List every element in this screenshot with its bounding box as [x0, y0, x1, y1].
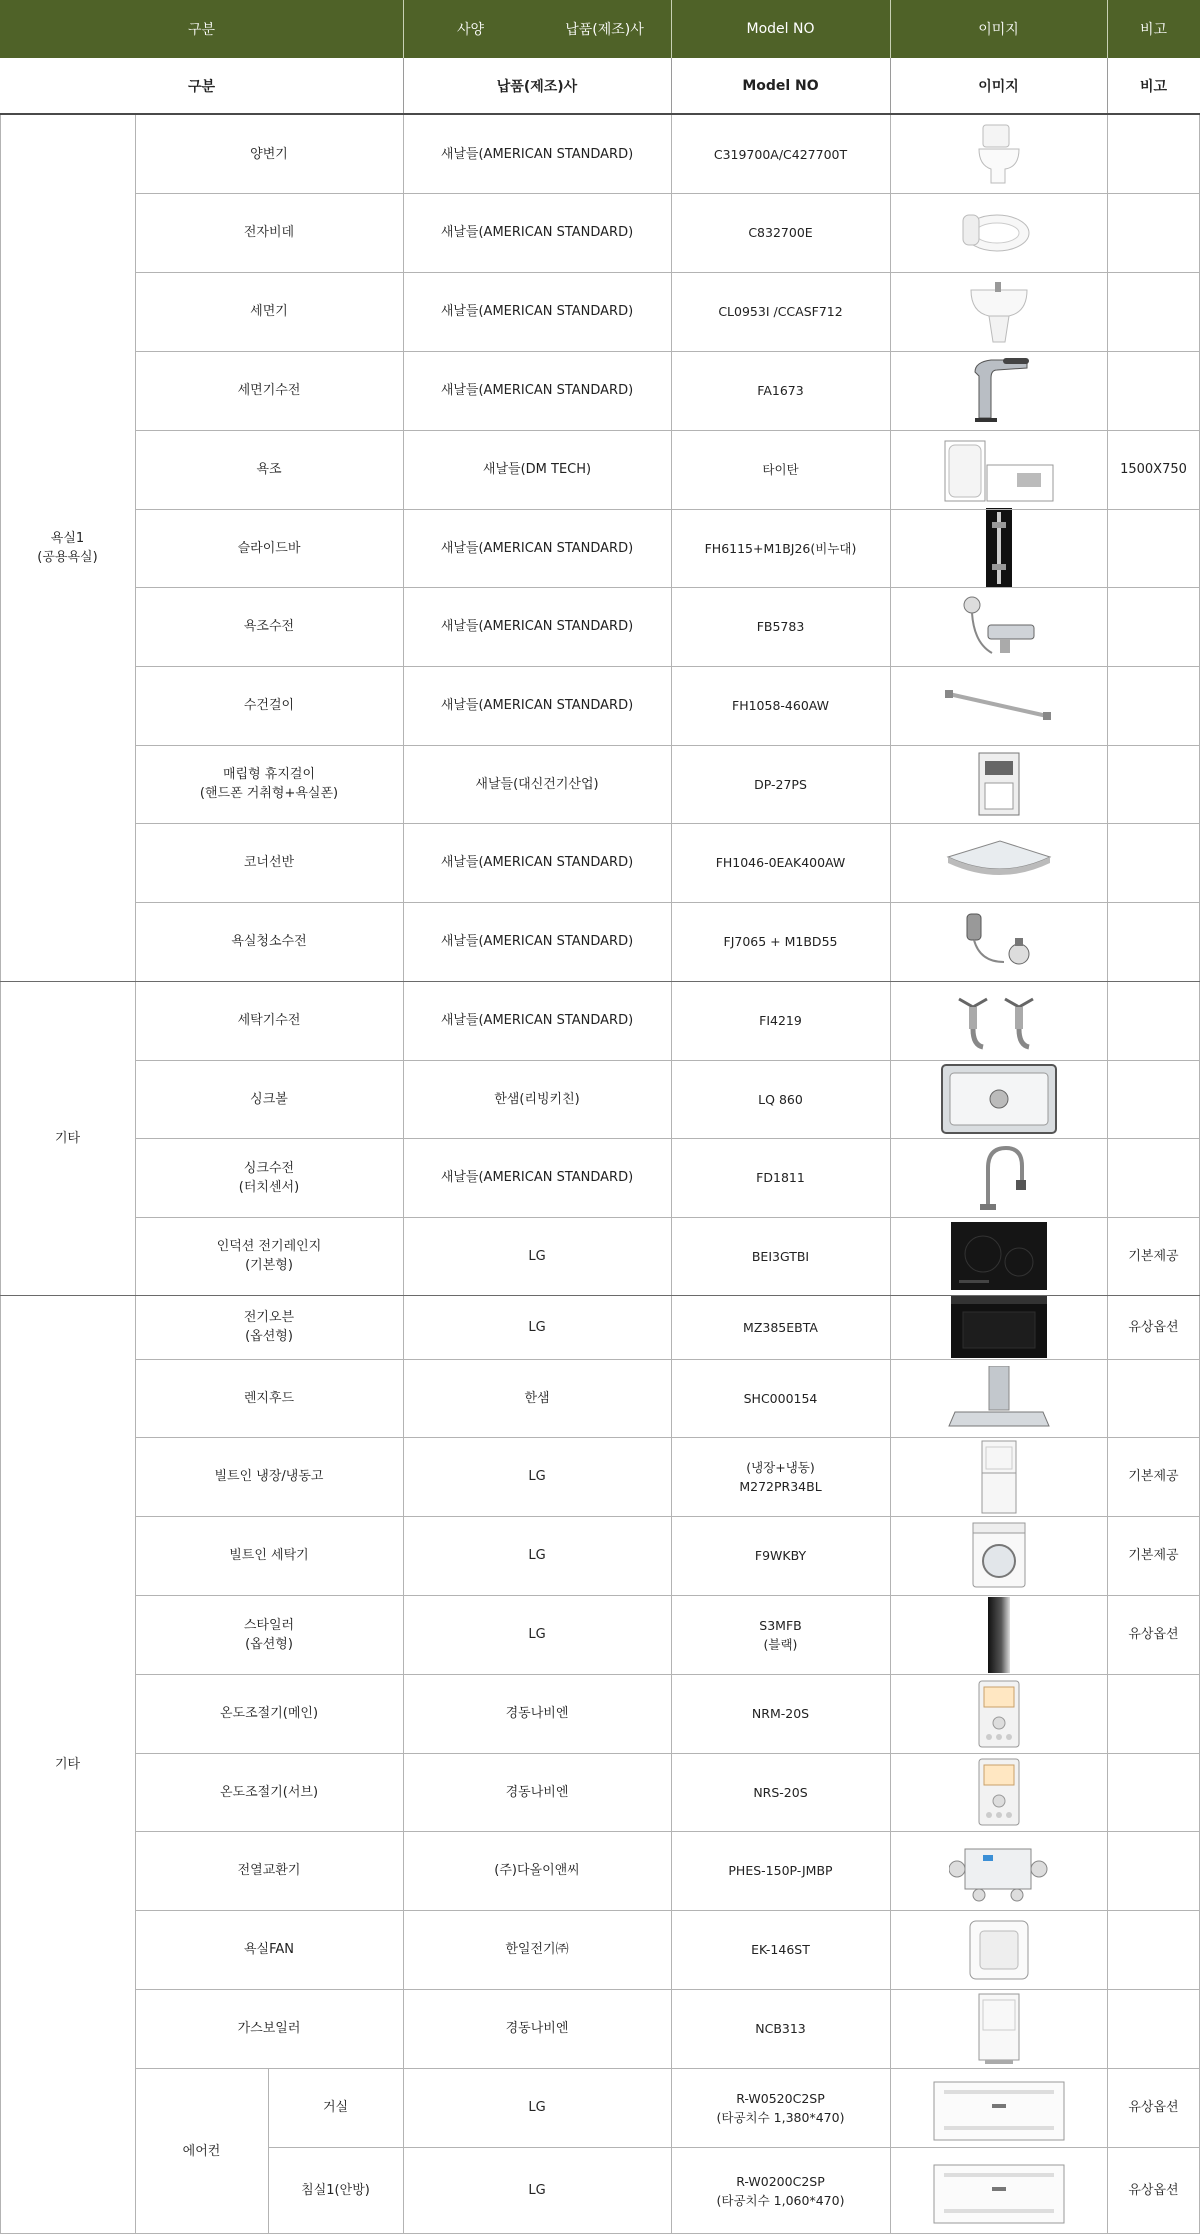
row-image	[890, 1831, 1107, 1910]
row-item-name: 가스보일러	[237, 2021, 301, 2036]
refrigerator-icon	[978, 1439, 1020, 1515]
row-note	[1107, 1359, 1200, 1437]
row-item-name: 빌트인 세탁기	[229, 1548, 309, 1563]
row-maker: 새날들(AMERICAN STANDARD)	[440, 304, 634, 319]
grid-line	[135, 1437, 1200, 1438]
row-model-no: MZ385EBTA	[743, 1319, 818, 1335]
grid-line	[403, 115, 404, 2234]
grid-line	[135, 587, 1200, 588]
row-note	[1107, 587, 1200, 666]
row-note	[1107, 272, 1200, 351]
row-item-name: 세면기수전	[237, 383, 301, 398]
basin-faucet-icon	[967, 356, 1031, 426]
gas-boiler-icon	[971, 1992, 1027, 2066]
row-note	[1107, 1753, 1200, 1831]
row-item-name: 양변기	[250, 146, 288, 162]
row-model-no: F9WKBY	[754, 1548, 807, 1563]
subheader-maker: 납품(제조)사	[496, 78, 578, 95]
row-item-name: 코너선반	[243, 855, 295, 870]
bidet-icon	[959, 205, 1039, 261]
row-model-no: SHC000154	[743, 1390, 818, 1406]
grid-line	[135, 1674, 1200, 1675]
row-item-name: 욕조수전	[243, 619, 295, 634]
row-maker: 경동나비엔	[505, 1784, 569, 1800]
grid-line	[135, 193, 1200, 194]
row-maker: 새날들(AMERICAN STANDARD)	[440, 855, 634, 870]
row-item-name: 전자비데	[243, 225, 295, 240]
grid-line	[135, 272, 1200, 273]
row-maker: 새날들(AMERICAN STANDARD)	[440, 619, 634, 634]
bath-fan-icon	[966, 1917, 1032, 1983]
towel-bar-icon	[943, 686, 1055, 726]
row-note: 유상옵션	[1128, 1627, 1179, 1642]
row-maker: 새날들(AMERICAN STANDARD)	[440, 383, 634, 398]
cleaning-faucet-icon	[961, 910, 1037, 974]
grid-line	[135, 1217, 1200, 1218]
row-image	[890, 981, 1107, 1060]
row-image	[890, 1910, 1107, 1989]
row-maker: LG	[528, 1248, 546, 1264]
row-model-no: LQ 860	[758, 1091, 803, 1107]
thermostat-icon	[975, 1757, 1023, 1827]
row-image	[890, 2068, 1107, 2147]
washing-machine-icon	[969, 1521, 1029, 1591]
row-model-no: FH1046-0EAK400AW	[715, 855, 846, 870]
bath-faucet-icon	[960, 595, 1038, 659]
row-image	[890, 902, 1107, 981]
row-note: 유상옵션	[1128, 2100, 1179, 2115]
row-item-name: 욕조	[256, 462, 282, 477]
grid-line	[0, 1295, 1200, 1296]
group-etc-2: 기타	[54, 1757, 81, 1772]
row-image	[890, 1138, 1107, 1217]
row-maker: 새날들(AMERICAN STANDARD)	[440, 540, 634, 556]
row-item-name: 온도조절기(메인)	[219, 1706, 319, 1721]
row-maker: 한샘	[524, 1390, 550, 1406]
row-image	[890, 272, 1107, 351]
row-image	[890, 509, 1107, 587]
row-note: 1500X750	[1120, 462, 1187, 477]
row-item-name: 세면기	[250, 304, 288, 319]
row-note	[1107, 1060, 1200, 1138]
grid-line	[135, 1516, 1200, 1517]
row-note	[1107, 1831, 1200, 1910]
row-maker: 한샘(리빙키친)	[494, 1091, 580, 1107]
row-image	[890, 666, 1107, 745]
row-note: 기본제공	[1128, 1548, 1179, 1563]
row-model-no: FH1058-460AW	[732, 698, 829, 713]
row-model-no: NCB313	[755, 2021, 806, 2036]
row-model-no: BEI3GTBI	[751, 1248, 810, 1264]
grid-line	[135, 1910, 1200, 1911]
air-conditioner-icon	[930, 2155, 1068, 2227]
row-item-name: 싱크수전 (터치센서)	[238, 1160, 300, 1195]
row-item-name: 스타일러 (옵션형)	[243, 1617, 295, 1652]
oven-icon	[949, 1294, 1049, 1360]
row-item-name: 슬라이드바	[237, 540, 301, 556]
grid-line	[135, 1989, 1200, 1990]
row-image	[890, 193, 1107, 272]
sink-bowl-icon	[940, 1063, 1058, 1135]
row-image	[890, 1595, 1107, 1674]
row-image	[890, 1060, 1107, 1138]
grid-line	[135, 1753, 1200, 1754]
grid-line	[135, 509, 1200, 510]
grid-line	[268, 2147, 1200, 2148]
header-note: 비고	[1139, 22, 1168, 38]
row-model-no: FJ7065 + M1BD55	[723, 934, 838, 949]
styler-icon	[986, 1597, 1012, 1673]
row-item-name: 수건걸이	[243, 698, 295, 713]
sink-faucet-icon	[966, 1142, 1032, 1214]
row-model-no: R-W0520C2SP (타공치수 1,380*470)	[716, 2090, 845, 2125]
row-model-no: C319700A/C427700T	[713, 146, 848, 162]
row-maker: 새날들(AMERICAN STANDARD)	[440, 698, 634, 713]
group-etc-1: 기타	[54, 1130, 81, 1146]
toilet-icon	[969, 121, 1029, 187]
grid-line	[135, 1138, 1200, 1139]
row-image	[890, 1437, 1107, 1516]
row-maker: LG	[528, 1319, 546, 1335]
header-maker: 납품(제조)사	[565, 22, 644, 38]
row-model-no: DP-27PS	[754, 776, 807, 792]
row-maker: LG	[528, 1469, 546, 1484]
row-image	[890, 587, 1107, 666]
row-maker: 경동나비엔	[505, 1706, 569, 1721]
subheader-note: 비고	[1139, 78, 1168, 95]
grid-line	[1107, 115, 1108, 2234]
row-maker: (주)다올이앤씨	[494, 1863, 580, 1878]
bathtub-icon	[943, 435, 1055, 505]
grid-line	[135, 1831, 1200, 1832]
grid-line	[890, 115, 891, 2234]
row-image	[890, 745, 1107, 823]
row-note	[1107, 1138, 1200, 1217]
table-header-top	[0, 0, 1200, 58]
induction-cooktop-icon	[949, 1220, 1049, 1292]
row-note	[1107, 981, 1200, 1060]
row-item-name: 빌트인 냉장/냉동고	[214, 1469, 324, 1484]
row-maker: 새날들(AMERICAN STANDARD)	[440, 146, 634, 162]
row-maker: LG	[528, 1627, 546, 1642]
grid-line	[135, 115, 136, 2234]
row-note	[1107, 1674, 1200, 1753]
row-item-name: 거실	[322, 2100, 349, 2115]
group-aircon: 에어컨	[182, 2143, 221, 2159]
row-note	[1107, 509, 1200, 587]
row-model-no: FI4219	[759, 1013, 802, 1028]
row-item-name: 욕실청소수전	[231, 934, 307, 949]
row-model-no: FA1673	[757, 383, 804, 398]
row-image	[890, 1516, 1107, 1595]
row-note	[1107, 745, 1200, 823]
grid-line	[135, 666, 1200, 667]
row-maker: 새날들(AMERICAN STANDARD)	[440, 1013, 634, 1028]
row-image	[890, 823, 1107, 902]
table-header-sub	[0, 58, 1200, 115]
group-bath: 욕실1 (공용욕실)	[37, 531, 98, 565]
grid-line	[135, 902, 1200, 903]
row-image	[890, 115, 1107, 193]
row-maker: 경동나비엔	[505, 2021, 569, 2036]
header-model: Model NO	[746, 21, 815, 37]
row-maker: 새날들(대신건기산업)	[475, 776, 599, 792]
row-maker: 새날들(AMERICAN STANDARD)	[440, 1170, 634, 1185]
row-maker: 새날들(DM TECH)	[482, 462, 592, 477]
row-note: 기본제공	[1128, 1248, 1179, 1264]
grid-line	[135, 2068, 1200, 2069]
row-model-no: (냉장+냉동) M272PR34BL	[739, 1459, 822, 1494]
row-item-name: 세탁기수전	[237, 1013, 301, 1028]
row-item-name: 인덕션 전기레인지 (기본형)	[216, 1239, 322, 1273]
washbasin-icon	[967, 280, 1031, 344]
grid-line	[135, 430, 1200, 431]
air-conditioner-icon	[930, 2072, 1068, 2144]
heat-exchanger-icon	[949, 1839, 1049, 1903]
row-note	[1107, 666, 1200, 745]
subheader-image: 이미지	[978, 78, 1019, 95]
row-image	[890, 1753, 1107, 1831]
row-note	[1107, 1989, 1200, 2068]
row-note	[1107, 902, 1200, 981]
row-note	[1107, 193, 1200, 272]
grid-line	[135, 1595, 1200, 1596]
corner-shelf-icon	[944, 837, 1054, 889]
paper-holder-icon	[975, 749, 1023, 819]
row-image	[890, 1989, 1107, 2068]
grid-line	[135, 823, 1200, 824]
row-maker: LG	[528, 2183, 546, 2198]
grid-line	[671, 115, 672, 2234]
row-model-no: S3MFB (블랙)	[759, 1617, 802, 1652]
row-maker: 새날들(AMERICAN STANDARD)	[440, 934, 634, 949]
thermostat-icon	[975, 1679, 1023, 1749]
row-note	[1107, 115, 1200, 193]
row-item-name: 매립형 휴지걸이 (핸드폰 거취형+욕실폰)	[199, 767, 339, 801]
row-maker: LG	[528, 2100, 546, 2115]
slide-bar-icon	[980, 508, 1018, 588]
grid-line	[135, 1359, 1200, 1360]
row-note: 유상옵션	[1128, 2183, 1179, 2198]
grid-line	[135, 745, 1200, 746]
row-model-no: C832700E	[748, 225, 813, 240]
row-note	[1107, 351, 1200, 430]
range-hood-icon	[945, 1366, 1053, 1430]
header-sayang: 사양	[456, 22, 485, 38]
row-model-no: R-W0200C2SP (타공치수 1,060*470)	[716, 2173, 845, 2208]
row-model-no: FB5783	[756, 619, 805, 634]
row-model-no: NRS-20S	[753, 1784, 808, 1800]
row-item-name: 온도조절기(서브)	[219, 1784, 319, 1800]
header-image: 이미지	[978, 22, 1019, 38]
row-item-name: 욕실FAN	[243, 1942, 295, 1957]
row-model-no: FH6115+M1BJ26(비누대)	[704, 540, 857, 556]
row-model-no: FD1811	[756, 1170, 805, 1185]
row-model-no: CL0953I /CCASF712	[718, 304, 843, 319]
row-image	[890, 1217, 1107, 1295]
row-model-no: PHES-150P-JMBP	[728, 1863, 833, 1878]
row-maker: 한일전기㈜	[505, 1942, 569, 1957]
subheader-gubun: 구분	[187, 78, 216, 95]
row-model-no: EK-146ST	[751, 1942, 810, 1957]
row-item-name: 싱크볼	[250, 1091, 288, 1107]
row-model-no: 타이탄	[762, 462, 799, 477]
grid-line	[0, 115, 1, 2234]
row-item-name: 침실1(안방)	[301, 2183, 370, 2198]
grid-line	[0, 981, 1200, 982]
grid-line	[135, 351, 1200, 352]
row-note	[1107, 823, 1200, 902]
grid-line	[268, 2068, 269, 2234]
row-image	[890, 1674, 1107, 1753]
row-maker: LG	[528, 1548, 546, 1563]
row-item-name: 전열교환기	[237, 1863, 301, 1878]
row-note: 유상옵션	[1128, 1319, 1179, 1335]
subheader-model: Model NO	[742, 77, 819, 94]
row-image	[890, 1359, 1107, 1437]
washer-faucet-icon	[953, 989, 1045, 1053]
grid-line	[135, 1060, 1200, 1061]
row-item-name: 렌지후드	[243, 1390, 295, 1406]
row-item-name: 전기오븐 (옵션형)	[243, 1310, 295, 1344]
row-image	[890, 351, 1107, 430]
row-note: 기본제공	[1128, 1469, 1179, 1484]
row-maker: 새날들(AMERICAN STANDARD)	[440, 225, 634, 240]
header-gubun: 구분	[187, 22, 216, 38]
row-image	[890, 430, 1107, 509]
row-image	[890, 2147, 1107, 2234]
row-image	[890, 1295, 1107, 1359]
row-model-no: NRM-20S	[751, 1706, 810, 1721]
row-note	[1107, 1910, 1200, 1989]
